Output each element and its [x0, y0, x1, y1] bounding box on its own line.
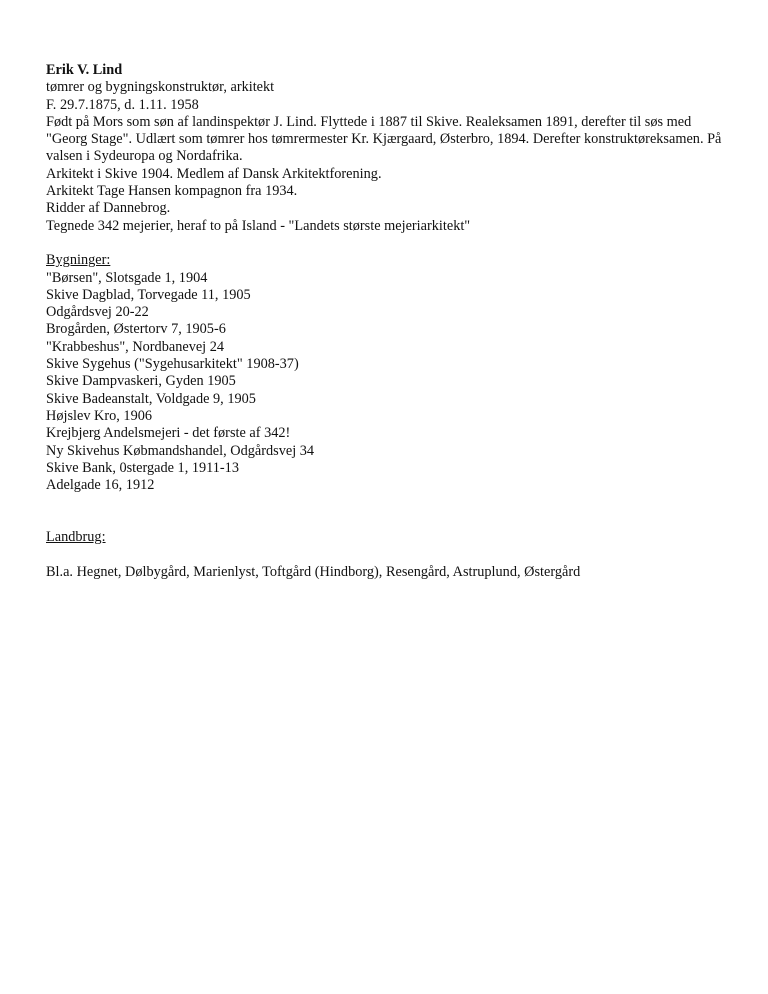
building-item: Odgårdsvej 20-22	[46, 304, 149, 321]
bio-knight: Ridder af Dannebrog.	[46, 200, 171, 217]
bio-architect-skive: Arkitekt i Skive 1904. Medlem af Dansk Arkitektforening.	[46, 165, 382, 182]
building-item: Skive Bank, 0stergade 1, 1911-13	[46, 459, 239, 476]
spacer	[46, 494, 736, 529]
building-item: "Børsen", Slotsgade 1, 1904	[46, 269, 208, 286]
spacer	[46, 235, 736, 252]
document-page	[46, 62, 736, 581]
building-item: Skive Sygehus ("Sygehusarkitekt" 1908-37)	[46, 356, 299, 373]
building-item: "Krabbeshus", Nordbanevej 24	[46, 338, 225, 355]
person-name: Erik V. Lind	[46, 62, 123, 78]
spacer	[46, 546, 736, 563]
bio-dairies: Tegnede 342 mejerier, heraf to på Island - "Landets største mejeriarkitekt"	[46, 217, 471, 234]
building-item: Ny Skivehus Købmandshandel, Odgårdsvej 34	[46, 442, 315, 459]
agriculture-heading: Landbrug:	[46, 529, 106, 546]
building-item: Skive Dampvaskeri, Gyden 1905	[46, 373, 236, 390]
buildings-heading: Bygninger:	[46, 252, 111, 269]
agriculture-list: Bl.a. Hegnet, Dølbygård, Marienlyst, Toftgård (Hindborg), Resengård, Astruplund, Østergård	[46, 563, 581, 580]
life-dates: F. 29.7.1875, d. 1.11. 1958	[46, 96, 199, 113]
building-item: Brogården, Østertorv 7, 1905-6	[46, 321, 226, 338]
bio-paragraph: Født på Mors som søn af landinspektør J. Lind. Flyttede i 1887 til Skive. Realeksamen 1891, derefter til søs med "Georg Stage". Udlært som tømrer hos tømrermester Kr. Kjærgaard, Østerbro, 1894. Derefter konstruktøreksamen. På valsen i Sydeuropa og Nordafrika.	[46, 113, 722, 165]
building-item: Højslev Kro, 1906	[46, 407, 153, 424]
building-item: Krejbjerg Andelsmejeri - det første af 342!	[46, 425, 291, 442]
building-item: Skive Badeanstalt, Voldgade 9, 1905	[46, 390, 256, 407]
building-item: Skive Dagblad, Torvegade 11, 1905	[46, 286, 251, 303]
bio-partner: Arkitekt Tage Hansen kompagnon fra 1934.	[46, 183, 298, 200]
building-item: Adelgade 16, 1912	[46, 477, 155, 494]
profession: tømrer og bygningskonstruktør, arkitekt	[46, 79, 275, 96]
